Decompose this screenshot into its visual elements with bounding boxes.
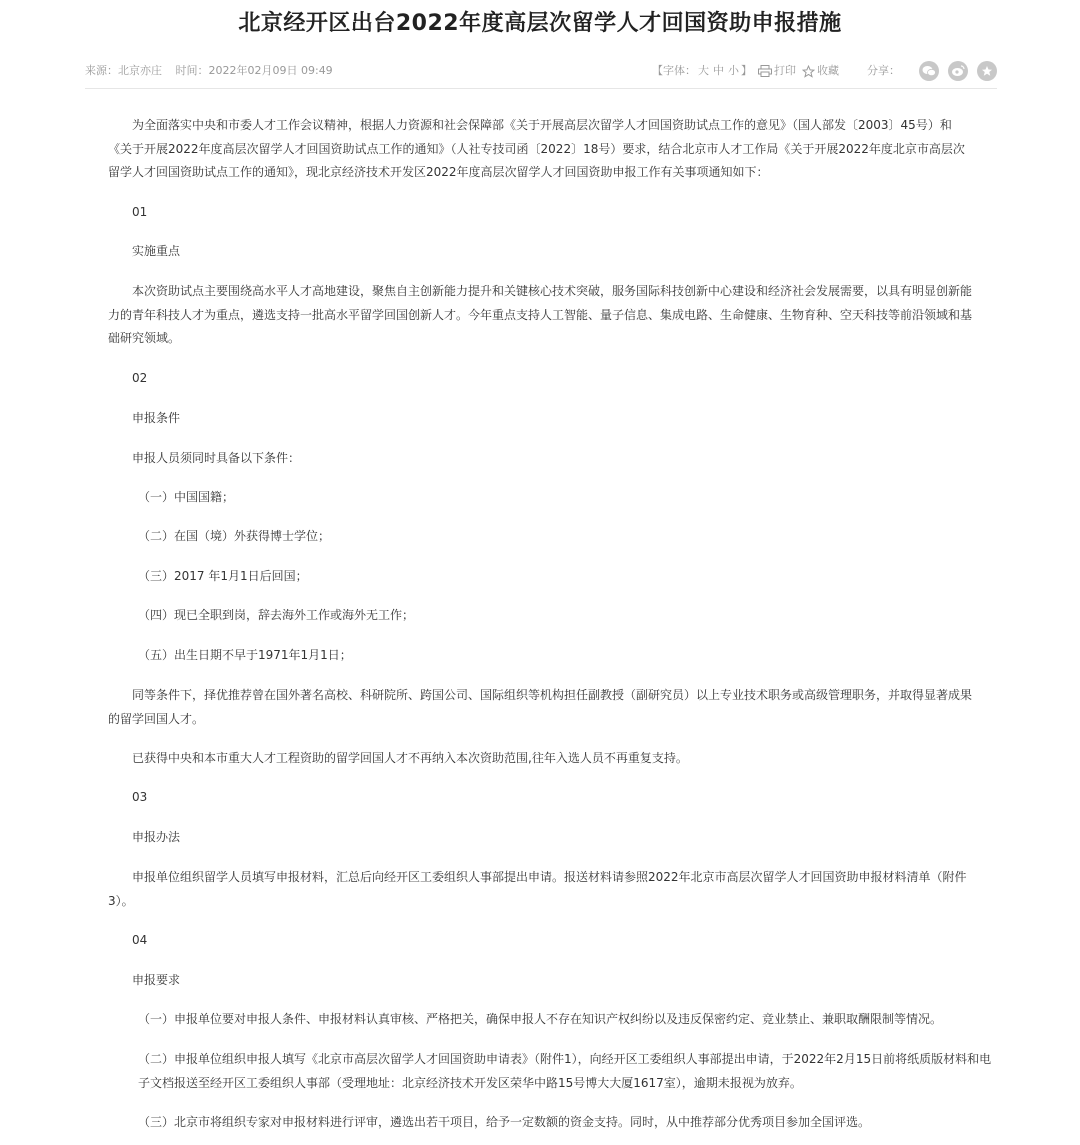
condition-item: （一）中国国籍； xyxy=(138,490,235,504)
requirement-item: （三）北京市将组织专家对申报材料进行评审，遴选出若干项目，给予一定数额的资金支持。同时，从中推荐部分优秀项目参加全国评选。 xyxy=(138,1115,871,1129)
section-3-number: 03 xyxy=(132,790,148,804)
section-1-paragraph: 本次资助试点主要围绕高水平人才高地建设，聚焦自主创新能力提升和关键核心技术突破，服务国际科技创新中心建设和经济社会发展需要，以具有明显创新能力的青年科技人才为重点，遴选支持一批高水平留学回国创新人才。今年重点支持人工智能、量子信息、集成电路、生命健康、生物育种、空天科技等前沿领域和基础研究领域。 xyxy=(108,284,973,345)
font-size-label-close: 】 xyxy=(741,64,752,77)
section-4-title: 申报要求 xyxy=(132,973,181,987)
section-2-lead: 申报人员须同时具备以下条件： xyxy=(132,451,301,465)
section-2-title: 申报条件 xyxy=(132,411,181,425)
requirement-item: （一）申报单位要对申报人条件、申报材料认真审核、严格把关，确保申报人不存在知识产权纠纷以及违反保密约定、竞业禁止、兼职取酬限制等情况。 xyxy=(138,1012,943,1026)
condition-item: （四）现已全职到岗，辞去海外工作或海外无工作； xyxy=(138,608,415,622)
font-size-small-button[interactable]: 小 xyxy=(728,64,739,77)
condition-item: （五）出生日期不早于1971年1月1日； xyxy=(138,648,352,662)
font-size-label-open: 【字体： xyxy=(652,64,696,77)
share-favorite-star-icon[interactable] xyxy=(977,61,997,81)
section-3-paragraph: 申报单位组织留学人员填写申报材料，汇总后向经开区工委组织人事部提出申请。报送材料请参照2022年北京市高层次留学人才回国资助申报材料清单（附件3）。 xyxy=(108,870,967,908)
favorite-label: 收藏 xyxy=(817,64,839,77)
favorite-button[interactable] xyxy=(802,60,839,82)
condition-item: （三）2017 年1月1日后回国； xyxy=(138,569,308,583)
share-wechat-icon[interactable] xyxy=(919,61,939,81)
header-divider xyxy=(85,88,997,89)
print-label: 打印 xyxy=(774,64,796,77)
article-source: 来源：北京亦庄 xyxy=(85,64,162,77)
section-2-preference: 同等条件下，择优推荐曾在国外著名高校、科研院所、跨国公司、国际组织等机构担任副教授（副研究员）以上专业技术职务或高级管理职务，并取得显著成果的留学回国人才。 xyxy=(108,688,973,726)
font-size-medium-button[interactable]: 中 xyxy=(713,64,724,77)
article-time: 时间：2022年02月09日 09:49 xyxy=(175,64,333,77)
requirement-item: （二）申报单位组织申报人填写《北京市高层次留学人才回国资助申请表》（附件1），向经开区工委组织人事部提出申请，于2022年2月15日前将纸质版材料和电子文档报送至经开区工委组织人事部（受理地址：北京经济技术开发区荣华中路15号博大大厦1617室），逾期未报视为放弃。 xyxy=(138,1052,992,1090)
printer-icon xyxy=(758,65,772,77)
share-weibo-icon[interactable] xyxy=(948,61,968,81)
section-4-number: 04 xyxy=(132,933,148,947)
print-button[interactable] xyxy=(758,60,796,82)
article-title: 北京经开区出台2022年度高层次留学人才回国资助申报措施 xyxy=(238,11,842,36)
section-1-number: 01 xyxy=(132,205,148,219)
condition-item: （二）在国（境）外获得博士学位； xyxy=(138,529,331,543)
font-size-large-button[interactable]: 大 xyxy=(698,64,709,77)
section-3-title: 申报办法 xyxy=(132,830,181,844)
article-tools xyxy=(652,60,997,82)
star-icon xyxy=(802,65,815,78)
font-size-control xyxy=(652,60,752,82)
section-1-title: 实施重点 xyxy=(132,244,181,258)
article-meta-bar xyxy=(85,60,997,82)
share-label: 分享： xyxy=(867,64,900,77)
section-2-exclusion: 已获得中央和本市重大人才工程资助的留学回国人才不再纳入本次资助范围,往年入选人员不再重复支持。 xyxy=(132,751,688,765)
intro-paragraph: 为全面落实中央和市委人才工作会议精神，根据人力资源和社会保障部《关于开展高层次留学人才回国资助试点工作的意见》（国人部发〔2003〕45号）和《关于开展2022年度高层次留学人才回国资助试点工作的通知》（人社专技司函〔2022〕18号）要求，结合北京市人才工作局《关于开展2022年度北京市高层次留学人才回国资助试点工作的通知》，现北京经济技术开发区2022年度高层次留学人才回国资助申报工作有关事项通知如下： xyxy=(108,118,965,179)
section-2-number: 02 xyxy=(132,371,148,385)
